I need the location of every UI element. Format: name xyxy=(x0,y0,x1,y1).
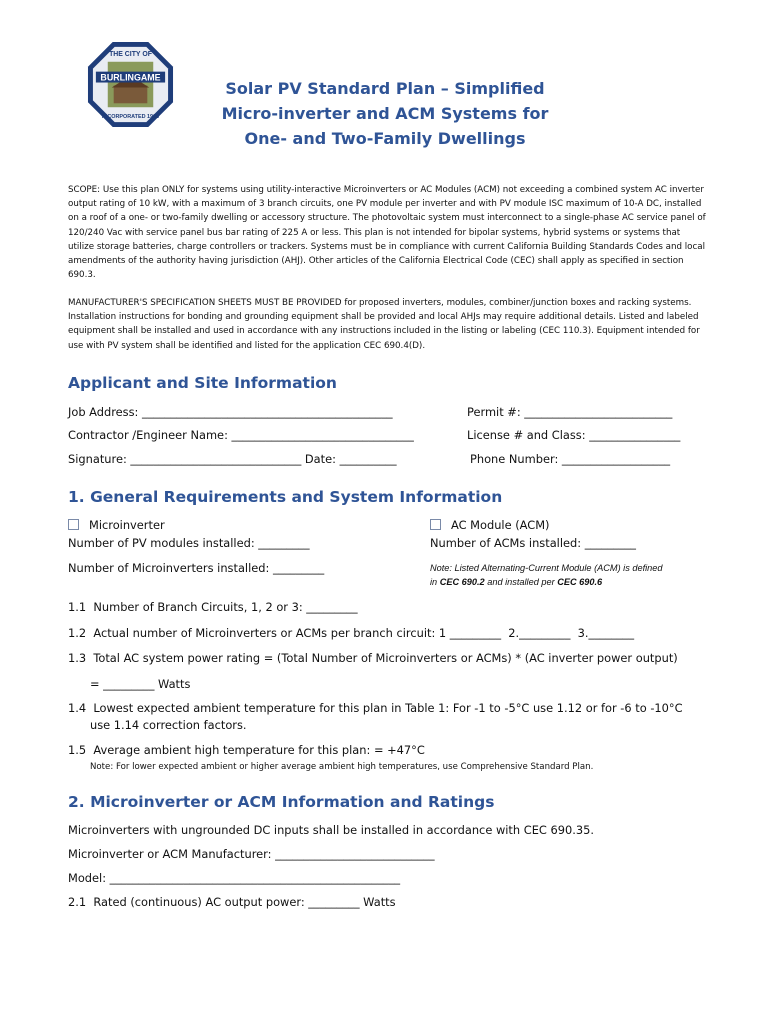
phone-field[interactable]: Phone Number: ___________________ xyxy=(470,452,671,466)
acm-note xyxy=(430,562,710,589)
manufacturer-paragraph: MANUFACTURER'S SPECIFICATION SHEETS MUST BE PROVIDED for proposed inverters, modules, combiner/junction boxes and racking systems. Installation instructions for bonding and grounding equipment shall be provided and local AHJs may require additional details. Listed and labeled equipment shall be installed and used in accordance with any instructions included in the listing or labeling (CEC 110.3). Equipment intended for use with PV system shall be identified and listed for the application CEC 690.4(D). xyxy=(68,298,700,351)
job-address-field[interactable]: Job Address: ____________________________________________ xyxy=(68,405,393,419)
title-line-2: Micro-inverter and ACM Systems for xyxy=(221,104,549,123)
section-2-intro: Microinverters with ungrounded DC inputs shall be installed in accordance with CEC 690.35. xyxy=(68,823,594,837)
permit-field[interactable]: Permit #: __________________________ xyxy=(467,405,673,419)
svg-text:THE CITY OF: THE CITY OF xyxy=(109,50,152,58)
microinverters-count-field[interactable]: Number of Microinverters installed: _________ xyxy=(68,561,325,575)
signature-date-field[interactable]: Signature: ______________________________ Date: __________ xyxy=(68,452,397,466)
item-1-4-continued: use 1.14 correction factors. xyxy=(90,718,247,732)
item-1-3: 1.3 Total AC system power rating = (Total Number of Microinverters or ACMs) * (AC inverter power output) xyxy=(68,651,678,665)
model-field[interactable]: Model: ___________________________________________________ xyxy=(68,871,401,885)
title-line-3: One- and Two-Family Dwellings xyxy=(244,129,526,148)
acm-label: AC Module (ACM) xyxy=(451,518,550,532)
acm-note-line-2: in CEC 690.2 and installed per CEC 690.6 xyxy=(430,576,603,587)
section-2-heading: 2. Microinverter or ACM Information and Ratings xyxy=(68,793,495,811)
scope-paragraph: SCOPE: Use this plan ONLY for systems using utility-interactive Microinverters or AC Modules (ACM) not exceeding a combined system AC inverter output rating of 10 kW, with a maximum of 3 branch circuits, one PV module per inverter and with PV module ISC maximum of 10-A DC, installed on a roof of a one- or two-family dwelling or accessory structure. The photovoltaic system must interconnect to a single-phase AC service panel of 120/240 Vac with service panel bus bar rating of 225 A or less. This plan is not intended for bipolar systems, hybrid systems or systems that utilize storage batteries, charge controllers or trackers. Systems must be in compliance with current California Building Standards Codes and local amendments of the authority having jurisdiction (AHJ). Other articles of the California Electrical Code (CEC) shall apply as specified in section 690.3. xyxy=(68,185,706,281)
license-field[interactable]: License # and Class: ________________ xyxy=(467,428,681,442)
applicant-heading: Applicant and Site Information xyxy=(68,374,337,392)
microinverter-checkbox[interactable] xyxy=(68,519,79,530)
svg-text:BURLINGAME: BURLINGAME xyxy=(100,72,161,83)
item-1-2[interactable]: 1.2 Actual number of Microinverters or ACMs per branch circuit: 1 _________ 2._________ 3.________ xyxy=(68,626,635,640)
microinverter-option[interactable] xyxy=(68,518,165,532)
acm-count-field[interactable]: Number of ACMs installed: _________ xyxy=(430,536,636,550)
microinverter-label: Microinverter xyxy=(89,518,165,532)
manufacturer-field[interactable]: Microinverter or ACM Manufacturer: ____________________________ xyxy=(68,847,435,861)
pv-modules-count-field[interactable]: Number of PV modules installed: _________ xyxy=(68,536,310,550)
acm-option[interactable] xyxy=(430,518,549,532)
item-1-5-note: Note: For lower expected ambient or higher average ambient high temperatures, use Comprehensive Standard Plan. xyxy=(90,762,594,772)
item-2-1[interactable]: 2.1 Rated (continuous) AC output power: _________ Watts xyxy=(68,895,396,909)
item-1-5: 1.5 Average ambient high temperature for this plan: = +47°C xyxy=(68,743,425,757)
section-1-heading: 1. General Requirements and System Information xyxy=(68,488,503,506)
acm-checkbox[interactable] xyxy=(430,519,441,530)
document-title xyxy=(150,76,620,151)
item-1-1[interactable]: 1.1 Number of Branch Circuits, 1, 2 or 3: _________ xyxy=(68,600,358,614)
item-1-3-watts[interactable]: = _________ Watts xyxy=(90,677,191,691)
title-line-1: Solar PV Standard Plan – Simplified xyxy=(225,79,545,98)
contractor-field[interactable]: Contractor /Engineer Name: ________________________________ xyxy=(68,428,414,442)
acm-note-line-1: Note: Listed Alternating-Current Module (ACM) is defined xyxy=(430,563,663,573)
item-1-4: 1.4 Lowest expected ambient temperature for this plan in Table 1: For -1 to -5°C use 1.12 or for -6 to -10°C xyxy=(68,701,683,715)
svg-text:INCORPORATED 1908: INCORPORATED 1908 xyxy=(101,114,160,121)
